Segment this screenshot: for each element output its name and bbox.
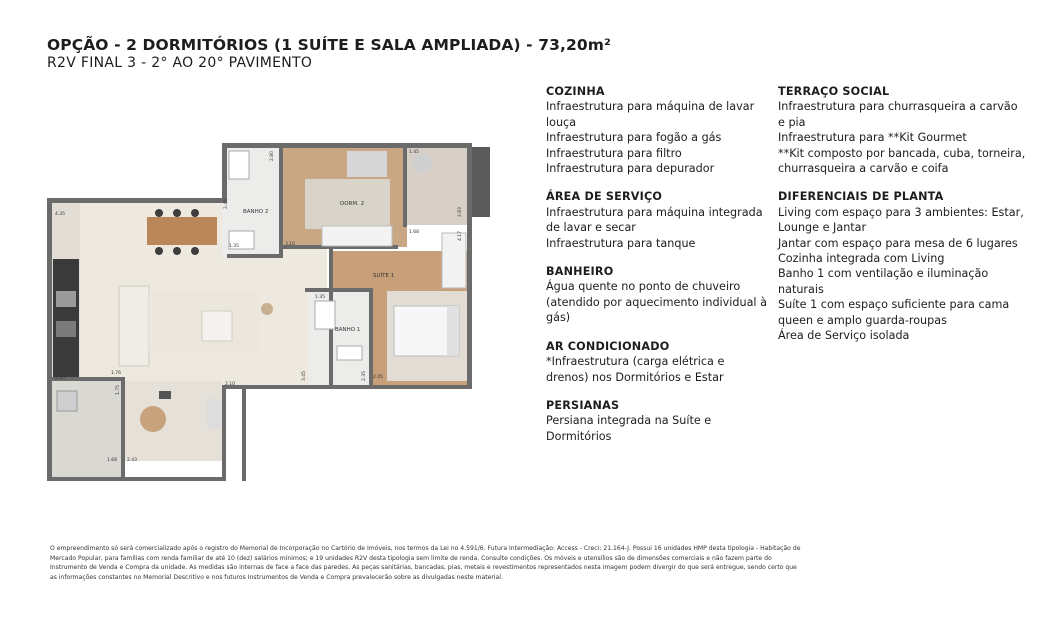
- section-persianas: [546, 398, 768, 444]
- section-title: ÁREA DE SERVIÇO: [546, 190, 663, 204]
- room-label-banho2: BANHO 2: [243, 209, 269, 215]
- features-left-column: [546, 84, 768, 457]
- dim-label: 1.75: [116, 384, 121, 395]
- feature-line: Água quente no ponto de chuveiro (atendido por aquecimento individual à gás): [546, 280, 767, 325]
- dim-label: 4.35: [55, 212, 66, 217]
- page-subtitle: R2V FINAL 3 - 2° AO 20° PAVIMENTO: [47, 55, 313, 71]
- section-terraco-social: [778, 84, 1028, 176]
- feature-line: Infraestrutura para máquina de lavar louça: [546, 100, 755, 129]
- section-title: DIFERENCIAIS DE PLANTA: [778, 190, 944, 204]
- feature-line: Infraestrutura para máquina integrada de lavar e secar: [546, 205, 763, 235]
- feature-line: Jantar com espaço para mesa de 6 lugares: [778, 236, 1018, 250]
- dim-label: 1.45: [409, 150, 420, 155]
- legal-footnote: O empreendimento só será comercializado após o registro do Memorial de Incorporação no Cartório de Imóveis, nos termos da Lei no 4.591/6. Futura Intermediação: Access - Creci: 21.164-J. Possui 16 unidades HMP desta tipologia - Habitação de Mercado Popular, para famílias com renda familiar de até 10 (dez) salários mínimos; e 19 unidades R2V desta tipologia sem limite de renda. Consulte condições. Os móveis e utensílios são de dimensões comerciais e não fazem parte do Instrumento de Venda e Compra da unidade. As medidas são internas de face a face das paredes. As peças sanitárias, bancadas, pias, metais e revestimentos representados nesta imagem podem divergir do que será entregue, sendo certo que as informações constantes no Memorial Descritivo e nos futuros Instrumentos de Venda e Compra prevalecerão sobre as divulgadas neste material.: [50, 545, 801, 581]
- feature-line: Living com espaço para 3 ambientes: Estar, Lounge e Jantar: [778, 205, 1024, 235]
- dim-label: 4.35: [55, 376, 66, 381]
- feature-line: Banho 1 com ventilação e iluminação naturais: [778, 267, 989, 296]
- dim-label: 2.43: [127, 458, 138, 463]
- feature-line: *Infraestrutura (carga elétrica e drenos) nos Dormitórios e Estar: [546, 355, 725, 384]
- dim-label: 2.80: [270, 150, 275, 161]
- dim-label: 1.76: [111, 371, 122, 376]
- section-banheiro: [546, 264, 768, 326]
- section-title: PERSIANAS: [546, 398, 620, 412]
- room-label-dorm2: DORM. 2: [340, 201, 365, 207]
- floor-plan: [47, 141, 492, 483]
- feature-line: Infraestrutura para **Kit Gourmet: [778, 131, 967, 145]
- dim-label: 2.10: [225, 382, 236, 387]
- feature-line: Infraestrutura para depurador: [546, 162, 715, 176]
- section-diferenciais: [778, 189, 1028, 343]
- dorm2-bed: [322, 226, 392, 246]
- section-cozinha: [546, 84, 768, 176]
- feature-line: Suíte 1 com espaço suficiente para cama queen e amplo guarda-roupas: [778, 298, 1010, 327]
- features-right-column: [778, 84, 1028, 357]
- dim-label: 1.68: [409, 230, 420, 235]
- dim-label: 1.68: [107, 458, 118, 463]
- sofa: [119, 286, 149, 366]
- dim-label: 1.35: [315, 295, 326, 300]
- page-title: OPÇÃO - 2 DORMITÓRIOS (1 SUÍTE E SALA AMPLIADA) - 73,20m²: [47, 36, 611, 54]
- dim-label: 2.45: [373, 375, 384, 380]
- feature-line: Infraestrutura para fogão a gás: [546, 131, 722, 145]
- dim-label: 2.35: [362, 370, 367, 381]
- feature-line: Área de Serviço isolada: [778, 329, 910, 343]
- armchair: [202, 311, 232, 341]
- dim-label: 3.45: [302, 370, 307, 381]
- dining-table: [147, 217, 217, 245]
- feature-line: Cozinha integrada com Living: [778, 252, 945, 266]
- dim-label: 3.10: [285, 242, 296, 247]
- section-ar-condicionado: [546, 339, 768, 385]
- room-label-banho1: BANHO 1: [335, 327, 361, 333]
- dim-label: 1.35: [229, 244, 240, 249]
- feature-line: Infraestrutura para churrasqueira a carvão e pia: [778, 100, 1018, 129]
- feature-line: **Kit composto por bancada, cuba, torneira, churrasqueira a carvão e coifa: [778, 146, 1026, 176]
- section-title: TERRAÇO SOCIAL: [778, 85, 890, 98]
- terrace-table: [140, 406, 166, 432]
- feature-line: Persiana integrada na Suíte e Dormitórios: [546, 414, 712, 443]
- dim-label: 4.17: [458, 230, 463, 241]
- feature-line: Infraestrutura para filtro: [546, 146, 682, 160]
- section-title: COZINHA: [546, 85, 605, 98]
- dim-label: 2.45: [224, 198, 229, 209]
- section-title: BANHEIRO: [546, 265, 614, 279]
- feature-line: Infraestrutura para tanque: [546, 236, 696, 250]
- room-label-suite1: SUÍTE 1: [373, 273, 395, 279]
- kitchen-counter: [53, 259, 79, 377]
- dim-label: 2.83: [458, 206, 463, 217]
- section-title: AR CONDICIONADO: [546, 339, 670, 353]
- section-area-servico: [546, 189, 768, 251]
